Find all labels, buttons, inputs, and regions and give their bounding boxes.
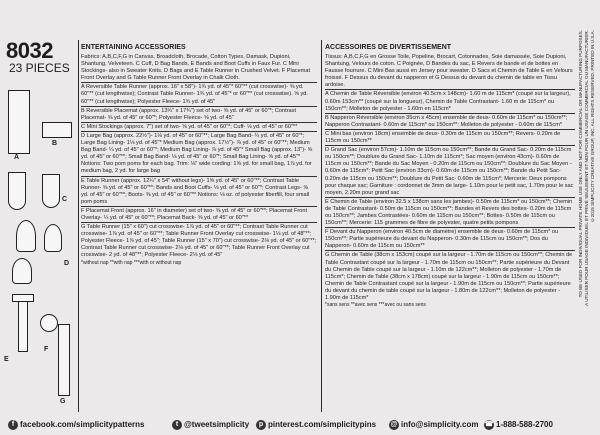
french-section-e: E Chemin de Table (environ 32.5 x 138cm sans les jambes)- 0.50m de 115cm* ou 150cm**; Chemin de Table Contrastant- 0.50m de 115cm ou 150cm**; Bandes et Revers des bottes- 0.20m de 115cm ou 150cm**; Jambes Contrastées- 0.60m de 115cm ou 150cm**; Bottes- 0.50m de 115cm ou 150cm**; Mercerie: 115 grammes de fibre de polyester, quatre petits pompons <box>325 197 575 227</box>
piece-e-label: E <box>4 356 9 363</box>
english-section-f: F Placemat Front (approx. 16" in diameter) set of two- ⅝ yd. of 45" or 60"**; Placemat Front Overlay- ¼ yd. of 45" or 60"**; Placemat Back- ⅝ yd. of 45" or 60"** <box>81 206 317 222</box>
legal-text-french: A UTILISER POUR USAGE INDIVIDUEL ET PRIVÉ SEULEMENT ET NON POUR UN USAGE COMMERCIAL OU MANUFACTURIER. <box>584 30 589 306</box>
email-icon: @ <box>390 421 398 428</box>
french-section-g: G Chemin de Table (38cm x 153cm) coupé sur la largeur - 1.70m de 115cm ou 150cm**; Chemin de Table Contrastant coupé sur la largeur - 1.70m de 115cm ou 150cm**; Partie supérieure du Devant du Chemin de Table coupé sur la largeur - 1.10m de 122cm**; Molleton de polyester - 1.70m de 115cm*; Chemin de Table (38cm x 178cm) coupé sur la largeur - 1.90m de 115cm ou 150cm**; Chemin de Table Contrastant coupé sur la largeur - 1.90m de 115cm ou 150cm**; Partie supérieure du devant du chemin de table coupé sur la largeur - 1.80m de 122cm**; Molleton de polyester - 1.90m de 115cm* <box>325 250 575 302</box>
piece-d-shape-3 <box>12 258 32 284</box>
piece-f-shape <box>40 314 58 332</box>
footer-email[interactable] <box>389 420 478 430</box>
pattern-number: 8032 <box>6 38 53 63</box>
pieces-count: 23 PIECES <box>9 61 70 75</box>
piece-a-shape <box>8 90 30 154</box>
footer-twitter[interactable] <box>172 420 249 430</box>
pinterest-link[interactable]: pinterest.com/simplicitypins <box>268 420 377 430</box>
piece-e-boot <box>12 294 34 302</box>
facebook-icon: f <box>8 420 18 430</box>
piece-d-label: D <box>64 260 70 267</box>
english-section-d: D Large Bag (approx. 22½")- 1⅛ yd. of 45" or 60"**; Large Bag Band- ¼ yd. of 45" or 60"*; Large Bag Lining- 1⅛ yd. of 45"* Medium Bag (approx. 17½")- ⅞ yd. of 45" or 60"**; Medium Bag Band- ¼ yd. of 45" or 60"*; Medium Bag Lining- ⅞ yd. of 45"* Small Bag (approx. 13")- ⅝ yd. of 45" or 60"**; Small Bag Band- ⅛ yd. of 45" or 60"*; Small Bag Lining- ⅝ yd. of 45"* Notions: Two pom poms for each bag. Trim: ⅛" wide cording: 1⅝ yd. for small bag, 1⅞ yd. for medium bag, 2 yd. for large bag <box>81 131 317 176</box>
footer-phone <box>484 420 553 430</box>
piece-c-shape-2 <box>42 174 60 208</box>
pinterest-icon: p <box>256 420 266 430</box>
english-section-b: B Reversible Placemat (approx. 13¾" x 17¾") set of two- ⅝ yd. of 45" or 60"*; Contrast Placemat- ⅝ yd. of 45" or 60"*; Polyester Fleece- ⅝ yd. of 45" <box>81 106 317 122</box>
piece-c-label: C <box>62 196 68 203</box>
english-nap-legend: *without nap **with nap ***with or without nap <box>81 259 182 266</box>
phone-number: 1-888-588-2700 <box>496 420 553 430</box>
piece-g-shape <box>58 324 70 396</box>
french-section-d: D Grand Sac (environ 57cm)- 1.10m de 115cm ou 150cm**; Bande du Grand Sac- 0.20m de 115cm ou 150cm**; Doublure du Grand Sac- 1.10m de 115cm*; Sac moyen (environ 43cm)- 0.60m de 115cm ou 150cm**; Bande du Sac Moyen - 0.20m de 115cm ou 150cm**; Doublure du Sac Moyen - 0.60m de 115cm*; Petit Sac (environ 33cm)- 0.60m de 115cm ou 150cm**; Bande du Petit Sac- 0.20m de 115cm ou 150cm**; Doublure du Petit Sac- 0.60m de 115cm*; Mercerie: Deux pompons pour chaque sac; Garniture : cordonnet de 3mm de large- 1.10m pour le petit sac, 1.70m pour le sac moyen, 2.20m pour grand sac <box>325 147 574 196</box>
twitter-icon: t <box>172 420 182 430</box>
legal-text-copyright: ©2015 SIMPLICITY CREATIVE GROUP, INC. ALL RIGHTS RESERVED. PRINTED IN U.S.A. <box>590 30 595 223</box>
french-section-c: C Mini bas (environ 18cm) ensemble de deux- 0.30m de 115cm ou 150cm**; Revers- 0.20m de 115cm ou 150cm** <box>325 129 575 145</box>
english-section-e: E Table Runner (approx. 12¼" x 54" without legs)- 1⅝ yd. of 45" or 60"**; Contrast Table Runner- ⅝ yd. of 45" or 60"**; Bands and Boot Cuffs- ⅛ yd. of 45" or 60"*; Contrast Legs- ⅝ yd. of 45" or 60"**; Boots- ⅜ yd. of 45" or 60"** Notions: ⅛ oz. of polyester fiberfill, four small pom poms <box>81 176 317 206</box>
column-divider-middle <box>321 40 322 412</box>
twitter-link[interactable]: @tweetsimplicity <box>184 420 250 430</box>
phone-icon: ☎ <box>484 421 494 428</box>
english-section-c: C Mini Stockings (approx. 7") set of two- ⅝ yd. of 45" or 60"*; Cuff- ⅛ yd. of 45" or 60"** <box>81 122 317 131</box>
piece-b-label: B <box>52 140 58 147</box>
french-section-f: F Devant du Napperon (environ 40.5cm de diamètre) ensemble de deux- 0.60m de 115cm* ou 150cm**; Partie supérieure du devant du Napperon- 0.30m de 115cm ou 150cm**; Dos du Napperon- 0.60m de 115cm ou 150cm** <box>325 227 575 250</box>
piece-a-label: A <box>14 154 20 161</box>
french-nap-legend: *sans sens **avec sens ***avec ou sans sens <box>325 302 426 309</box>
column-divider-left <box>78 40 79 412</box>
piece-g-label: G <box>60 398 66 405</box>
english-section-g: G Table Runner (15" x 60") cut crosswise- 1⅞ yd. of 45" or 60"**; Contrast Table Runner cut crosswise- 1⅞ yd. of 45" or 60"**; Table Runner Front Overlay cut crosswise- 1⅛ yd. of 48"**; Polyester Fleece- 1⅞ yd. of 45"; Table Runner (15" x 70") cut crosswise- 2⅛ yd. of 45" or 60"**; Contrast Table Runner cut crosswise- 2⅛ yd. of 45" or 60"**; Table Runner Front Overlay cut crosswise- 2 yd. of 48"**; Polyester Fleece- 2⅛ yd. of 45" <box>81 224 317 259</box>
piece-f-label: F <box>44 346 49 353</box>
english-column <box>81 54 317 412</box>
french-section-b: B Napperon Réversible (environ 35cm x 45cm) ensemble de deux- 0.60m de 115cm* ou 150cm**; Napperon Contrastant- 0.60m de 115cm* ou 150cm**; Molleton de polyester - 0.60m de 115cm* <box>325 113 575 129</box>
footer-facebook[interactable] <box>8 420 144 430</box>
footer-social-bar <box>0 414 600 435</box>
legal-text-english: TO BE USED FOR INDIVIDUAL PRIVATE HOME USE ONLY AND NOT FOR COMMERCIAL OR MANUFACTURING PURPOSES. <box>578 30 583 298</box>
piece-c-shape <box>8 172 26 210</box>
piece-d-shape-2 <box>44 224 62 252</box>
english-fabrics: Fabrics: A,B,C,F,G in Canvas, Broadcloth, Brocade, Cotton Types, Damask, Dupioni, Shantung, Velveteen. C Cuff, D Bag Bands, E Bands and Boot Cuffs in Faux Fur. C Mini Stockings- also in Sweater Knits. D Bags and E Table Runner in Crushed Velvet. F Placemat Front Overlay and G Table Runner Front Overlay in Chalk Cloth. <box>81 54 311 82</box>
english-header: ENTERTAINING ACCESSORIES <box>81 44 186 51</box>
footer-pinterest[interactable] <box>256 420 376 430</box>
french-fabrics: Tissus: A,B,C,F,G en Grosse Toile, Popeline, Brocart, Cotonnades, Soie damassée, Soie Dupioni, Shantung, Velours de coton. C Poignée, D Bandes du sac, E Revers de bande et de bottes en Fausse fourrure. C Mini Bas aussi en Jersey pour sweater. D Sacs et Chemin de Table E en Velours froissé. F Dessus du devant du napperon et G Dessus du devant du chemin de table en Tissu ardoise. <box>325 54 573 89</box>
french-header: ACCESSOIRES DE DIVERTISSEMENT <box>325 44 452 51</box>
email-link[interactable]: info@simplicity.com <box>401 420 479 430</box>
legal-side-text <box>578 30 596 410</box>
facebook-link[interactable]: facebook.com/simplicitypatterns <box>20 420 145 430</box>
english-section-a: A Reversible Table Runner (approx. 16" x 58")- 1¾ yd. of 45"* 60"** (cut crosswise)- ⅝ yd. 60"** (cut lengthwise); Contrast Table Runner- 1¾ yd. of 45"* or 60"** (cut crosswise). ⅝ yd. 60"** (cut lengthwise); Polyester Fleece- 1¾ yd. of 45" <box>81 82 317 105</box>
piece-d-shape <box>16 220 36 252</box>
pattern-pieces-diagram <box>2 84 76 412</box>
french-column <box>325 54 575 412</box>
french-section-a: A Chemin de Table Réversible (environ 40.5cm x 148cm)- 1.60 m de 115cm* (coupé sur la largeur), 0.60m 153cm** (coupé sur la longueur), Chemin de Table Contrastant- 1.60 m de 115cm* ou 150cm**; Molleton de polyester - 1.60m en 115cm* <box>325 89 575 112</box>
piece-b-shape <box>42 122 72 138</box>
piece-e-shape <box>18 298 28 352</box>
